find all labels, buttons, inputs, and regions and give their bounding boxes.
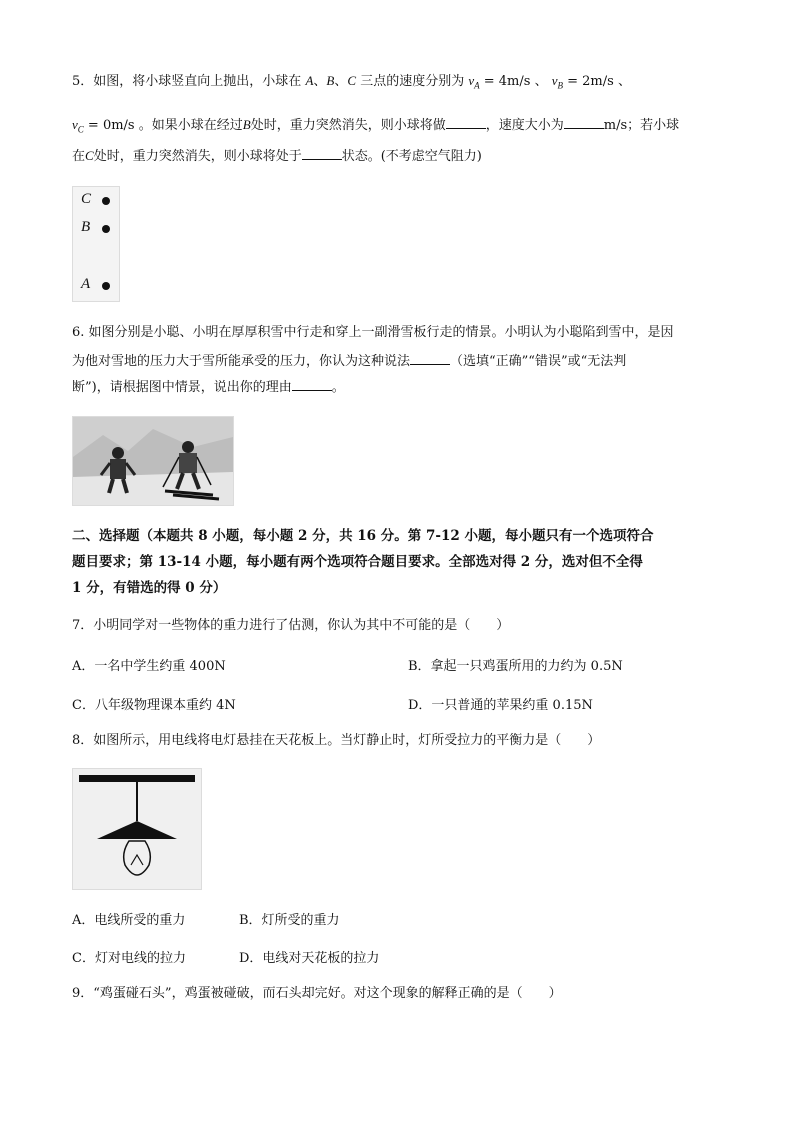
q8-option-d[interactable]: D．电线对天花板的拉力	[239, 951, 380, 966]
q6-blank-2[interactable]	[292, 378, 332, 391]
q8-option-a[interactable]: A．电线所受的重力	[72, 913, 186, 928]
q6-line2: 为他对雪地的压力大于雪所能承受的压力，你认为这种说法 （选填“正确”“错误”或“无法判	[72, 354, 627, 369]
point-label-b: B	[81, 219, 91, 235]
q8-figure-lamp	[72, 768, 202, 890]
q6-line1: 6. 如图分别是小聪、小明在厚厚积雪中行走和穿上一副滑雪板行走的情景。小明认为小聪陷到雪中，是因	[72, 325, 674, 340]
point-label-c: C	[81, 191, 92, 207]
snow-scene-illustration	[73, 417, 233, 505]
q5-line3: 在C处时，重力突然消失，则小球将处于 状态。(不考虑空气阻力)	[72, 148, 482, 164]
section2-line2: 题目要求；第 13-14 小题，每小题有两个选项符合题目要求。全部选对得 2 分，选对但不全得	[72, 554, 643, 570]
q5-blank-1[interactable]	[446, 116, 486, 129]
section2-line3: 1 分，有错选的得 0 分）	[72, 580, 227, 596]
point-dot-a	[102, 282, 110, 290]
point-dot-c	[102, 197, 110, 205]
q5-blank-2[interactable]	[564, 116, 604, 129]
section2-line1: 二、选择题（本题共 8 小题，每小题 2 分，共 16 分。第 7-12 小题，每小题只有一个选项符合	[72, 528, 654, 544]
q8-option-c[interactable]: C．灯对电线的拉力	[72, 951, 186, 966]
point-dot-b	[102, 225, 110, 233]
q6-figure-snow-scene	[72, 416, 234, 506]
q5-line2: $v_C = 0m/s$ 。如果小球在经过B处时，重力突然消失，则小球将做 ，速度大小为 m/s；若小球	[72, 117, 680, 135]
q7-stem: 7．小明同学对一些物体的重力进行了估测，你认为其中不可能的是（ ）	[72, 618, 510, 633]
point-label-a: A	[81, 276, 91, 292]
q7-option-b[interactable]: B．拿起一只鸡蛋所用的力约为 0.5N	[408, 659, 623, 674]
q7-option-d[interactable]: D．一只普通的苹果约重 0.15N	[408, 698, 593, 713]
q7-option-a[interactable]: A．一名中学生约重 400N	[72, 659, 226, 674]
q5-number: 5．	[72, 74, 94, 89]
q9-stem: 9．“鸡蛋碰石头”，鸡蛋被碰破，而石头却完好。对这个现象的解释正确的是（ ）	[72, 986, 562, 1001]
q6-line3: 断”)，请根据图中情景，说出你的理由 。	[72, 380, 345, 395]
q6-blank-1[interactable]	[410, 352, 450, 365]
q7-option-c[interactable]: C．八年级物理课本重约 4N	[72, 698, 236, 713]
q5-figure-points	[72, 186, 120, 302]
q8-stem: 8．如图所示，用电线将电灯悬挂在天花板上。当灯静止时，灯所受拉力的平衡力是（ ）	[72, 733, 601, 748]
q8-option-b[interactable]: B．灯所受的重力	[239, 913, 340, 928]
hanging-lamp-illustration	[73, 769, 201, 889]
q5-line1: 5．如图，将小球竖直向上抛出，小球在 A、B、C 三点的速度分别为 $v_A = 4m/s$ 、 $v_B = 2m/s$ 、	[72, 73, 631, 91]
q5-blank-3[interactable]	[302, 147, 342, 160]
